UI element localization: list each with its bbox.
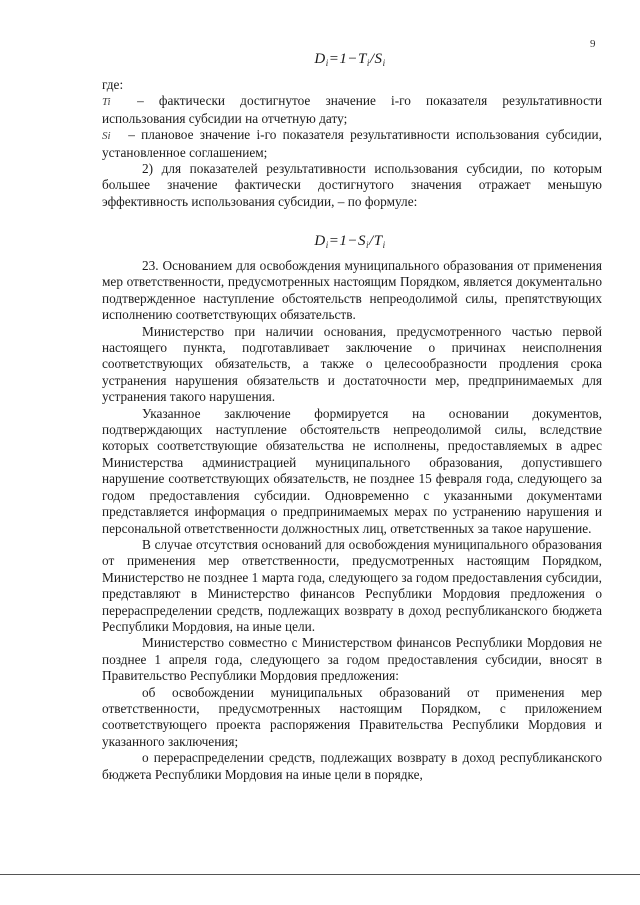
symbol-s: Si	[102, 130, 111, 143]
definition-s: Si – плановое значение i-го показателя результативности использования субсидии, установленное соглашением;	[102, 127, 602, 160]
paragraph: Указанное заключение формируется на основании документов, подтверждающих наступление обстоятельств непреодолимой силы, вследствие которых соответствующие обязательства не исполнены, предоставляемых в адрес Министерства администрацией муниципального образования, допустившего нарушение соответствующих обязательств, не позднее 15 февраля года, следующего за годом предоставления субсидии. Одновременно с указанными документами представляется информация о предпринимаемых мерах по устранению нарушения и персональной ответственности должностных лиц, ответственных за такое нарушение.	[102, 405, 602, 536]
formula-inverse-efficiency: $D_i=1-S_i/T_i$	[314, 233, 386, 250]
paragraph: об освобождении муниципальных образований от применения мер ответственности, предусмотренных настоящим Порядком, с приложением соответствующего проекта распоряжения Правительства Республики Мордовия и указанного заключения;	[102, 684, 602, 749]
symbol-t: Ti	[102, 96, 111, 109]
paragraph: Министерство при наличии основания, предусмотренного частью первой настоящего пункта, подготавливает заключение о причинах неисполнения соответствующих обязательств, а также о целесообразности продления срока устранения нарушения обязательств и достаточности мер, предпринимаемых для устранения такого нарушения.	[102, 323, 602, 405]
definition-t: Ti – фактически достигнутое значение i-го показателя результативности использования субсидии на отчетную дату;	[102, 93, 602, 126]
where-label: где:	[102, 77, 124, 92]
definitions-block	[102, 77, 602, 210]
paragraph-23: 23. Основанием для освобождения муниципального образования от применения мер ответственности, предусмотренных настоящим Порядком, является документально подтвержденное наступление обстоятельств непреодолимой силы, препятствующих исполнению соответствующих обязательств.	[102, 258, 602, 323]
paragraph: В случае отсутствия оснований для освобождения муниципального образования от применения мер ответственности, предусмотренных настоящим Порядком, Министерство не позднее 1 марта года, следующего за годом предоставления субсидии, представляют в Министерство финансов Республики Мордовия предложения о перераспределении средств, подлежащих возврату в доход республиканского бюджета Республики Мордовия, на иные цели.	[102, 536, 602, 634]
paragraph: о перераспределении средств, подлежащих возврату в доход республиканского бюджета Республики Мордовия на иные цели в порядке,	[102, 750, 602, 782]
paragraph: Министерство совместно с Министерством финансов Республики Мордовия не позднее 1 апреля года, следующего за годом предоставления субсидии, вносят в Правительство Республики Мордовия предложения:	[102, 635, 602, 684]
main-text	[102, 258, 602, 783]
page-number: 9	[590, 38, 596, 50]
formula-efficiency: $D_i=1-T_i/S_i$	[314, 51, 386, 68]
item-2: 2) для показателей результативности использования субсидии, по которым большее значение фактически достигнутого значения отражает меньшую эффективность использования субсидии, – по формуле:	[102, 161, 602, 209]
bottom-rule	[0, 874, 640, 875]
